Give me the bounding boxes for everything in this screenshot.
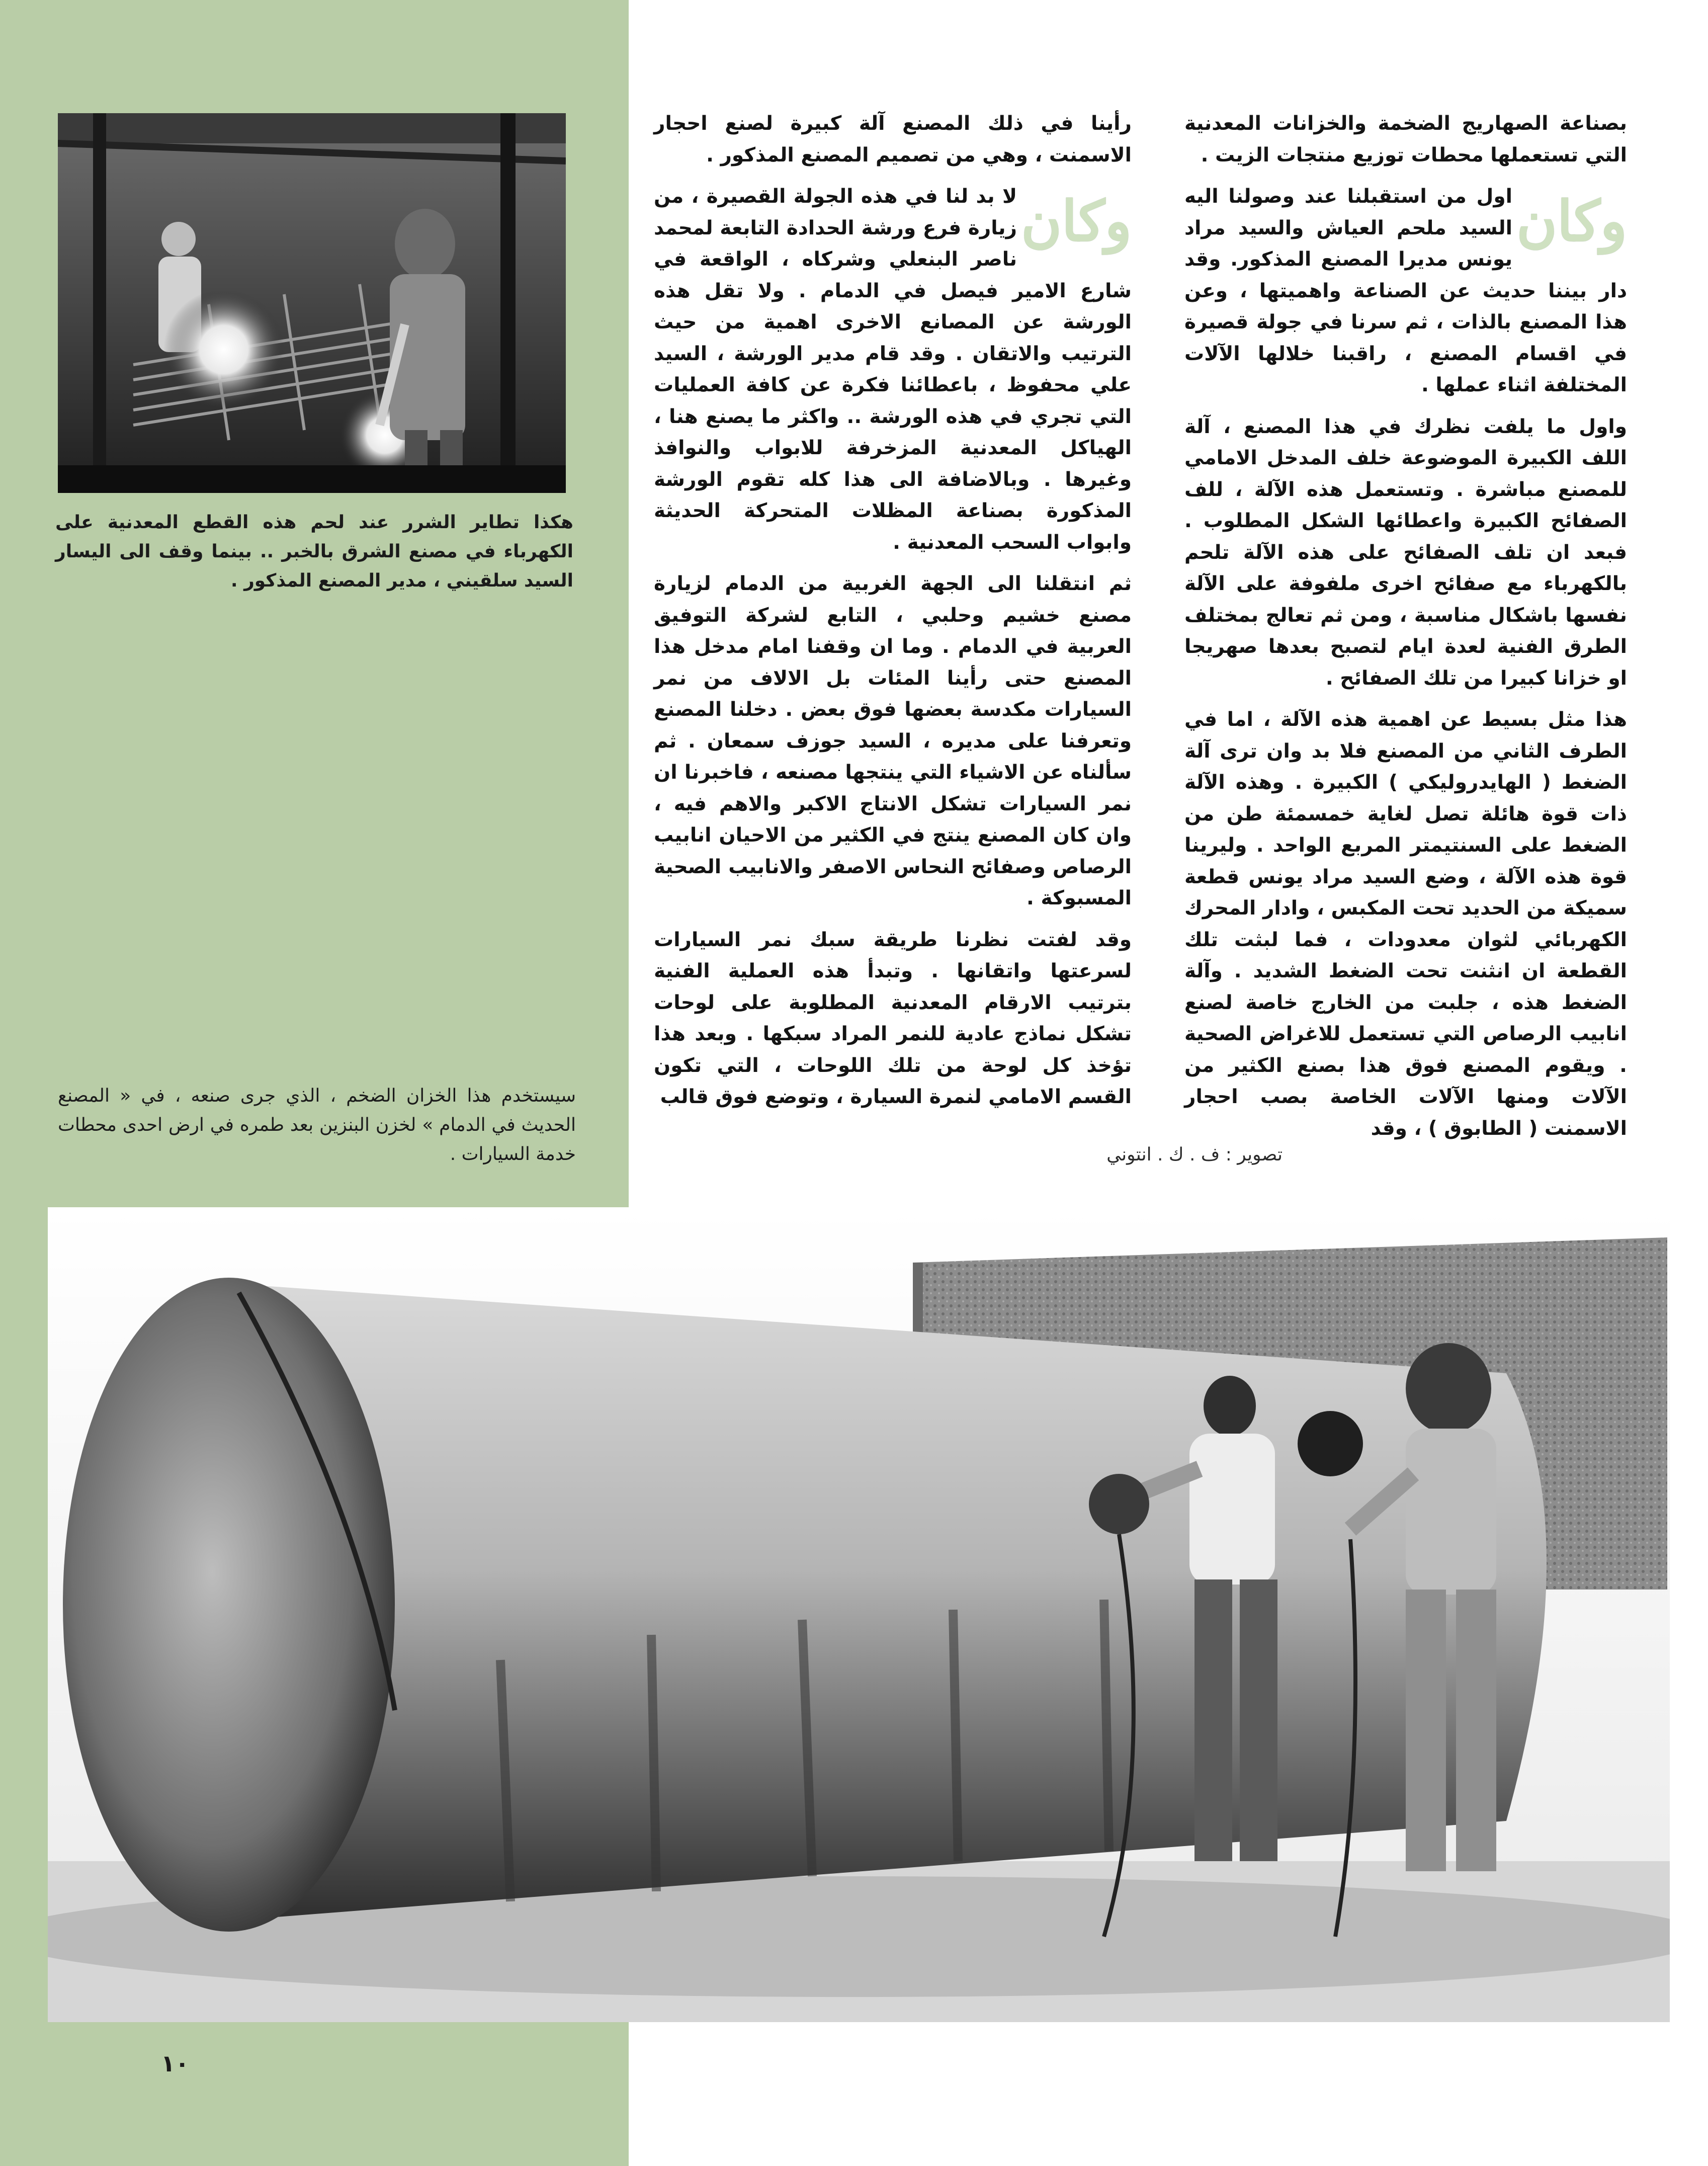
paragraph: اول من استقبلنا عند وصولنا اليه السيد ملحم العياش والسيد مراد يونس مديرا المصنع المذكور. وقد دار بيننا حديث عن الصناعة واهميتها ، وعن هذا المصنع بالذات ، ثم سرنا في جولة قصيرة في اقسام المصنع ، راقبنا خلالها الآلات المختلفة اثناء عملها . bbox=[1184, 185, 1627, 396]
article-column-middle bbox=[654, 108, 1132, 1123]
paragraph: رأينا في ذلك المصنع آلة كبيرة لصنع احجار الاسمنت ، وهي من تصميم المصنع المذكور . bbox=[654, 112, 1132, 166]
article-column-right bbox=[1184, 108, 1627, 1154]
welding-photo bbox=[58, 113, 566, 493]
welding-photo-caption: هكذا تطاير الشرر عند لحم هذه القطع المعدنية على الكهرباء في مصنع الشرق بالخبر .. بينما وقف الى اليسار السيد سلقيني ، مدير المصنع المذكور . bbox=[55, 512, 573, 591]
decorative-dropcap: وكان bbox=[1021, 189, 1132, 254]
tank-photo bbox=[48, 1207, 1670, 2022]
paragraph: لا بد لنا في هذه الجولة القصيرة ، من زيارة فرع ورشة الحدادة التابعة لمحمد ناصر البنعلي وشركاه ، الواقعة في شارع الامير فيصل في الدمام . ولا تقل هذه الورشة عن المصانع الاخرى اهمية من حيث الترتيب والاتقان . وقد قام مدير الورشة ، السيد علي محفوظ ، باعطائنا فكرة عن كافة العمليات التي تجري في هذه الورشة .. واكثر ما يصنع هنا ، الهياكل المعدنية المزخرفة للابواب والنوافذ وغيرها . وبالاضافة الى هذا كله تقوم الورشة المذكورة بصناعة المظلات المتحركة الحديثة وابواب السحب المعدنية . bbox=[654, 185, 1132, 554]
paragraph: ثم انتقلنا الى الجهة الغربية من الدمام لزيارة مصنع خشيم وحلبي ، التابع لشركة التوفيق العربية في الدمام . وما ان وقفنا امام مدخل هذا المصنع حتى رأينا المئات بل الالاف من نمر السيارات مكدسة بعضها فوق بعض . دخلنا المصنع وتعرفنا على مديره ، السيد جوزف سمعان . ثم سألناه عن الاشياء التي ينتجها مصنعه ، فاخبرنا ان نمر السيارات تشكل الانتاج الاكبر والاهم فيه ، وان كان المصنع ينتج في الكثير من الاحيان انابيب الرصاص وصفائح النحاس الاصفر والانابيب الصحية المسبوكة . bbox=[654, 572, 1132, 909]
paragraph: واول ما يلفت نظرك في هذا المصنع ، آلة اللف الكبيرة الموضوعة خلف المدخل الامامي للمصنع مباشرة . وتستعمل هذه الآلة ، للف الصفائح الكبيرة واعطائها الشكل المطلوب . فبعد ان تلف الصفائح على هذه الآلة تلحم بالكهرباء مع صفائح اخرى ملفوفة على الآلة نفسها باشكال مناسبة ، ومن ثم تعالج بمختلف الطرق الفنية لعدة ايام لتصبح بعدها صهريجا او خزانا كبيرا من تلك الصفائح . bbox=[1184, 415, 1627, 690]
page-number: ١٠ bbox=[161, 2050, 190, 2077]
paragraph: هذا مثل بسيط عن اهمية هذه الآلة ، اما في الطرف الثاني من المصنع فلا بد وان ترى آلة الضغط ( الهايدروليكي ) الكبيرة . وهذه الآلة ذات قوة هائلة تصل لغاية خمسمئة طن من الضغط على السنتيمتر المربع الواحد . وليرينا قوة هذه الآلة ، وضع السيد مراد يونس قطعة سميكة من الحديد تحت المكبس ، وادار المحرك الكهربائي لثوان معدودات ، فما لبثت تلك القطعة ان انثنت تحت الضغط الشديد . وآلة الضغط هذه ، جلبت من الخارج خاصة لصنع انابيب الرصاص التي تستعمل للاغراض الصحية . ويقوم المصنع فوق هذا بصنع الكثير من الآلات ومنها الآلات الخاصة بصب احجار الاسمنت ( الطابوق ) ، وقد bbox=[1184, 708, 1627, 1140]
photo-credit: تصوير : ف . ك . انتوني bbox=[1106, 1144, 1283, 1165]
paragraph: بصناعة الصهاريج الضخمة والخزانات المعدنية التي تستعملها محطات توزيع منتجات الزيت . bbox=[1184, 112, 1627, 166]
decorative-dropcap: وكان bbox=[1516, 189, 1627, 254]
paragraph: وقد لفتت نظرنا طريقة سبك نمر السيارات لسرعتها واتقانها . وتبدأ هذه العملية الفنية بترتيب الارقام المعدنية المطلوبة على لوحات تشكل نماذج عادية للنمر المراد سبكها . وبعد هذا تؤخذ كل لوحة من تلك اللوحات ، التي تكون القسم الامامي لنمرة السيارة ، وتوضع فوق قالب bbox=[654, 928, 1132, 1108]
tank-photo-caption: سيستخدم هذا الخزان الضخم ، الذي جرى صنعه ، في « المصنع الحديث في الدمام » لخزن البنزين بعد طمره في ارض احدى محطات خدمة السيارات . bbox=[58, 1086, 576, 1164]
